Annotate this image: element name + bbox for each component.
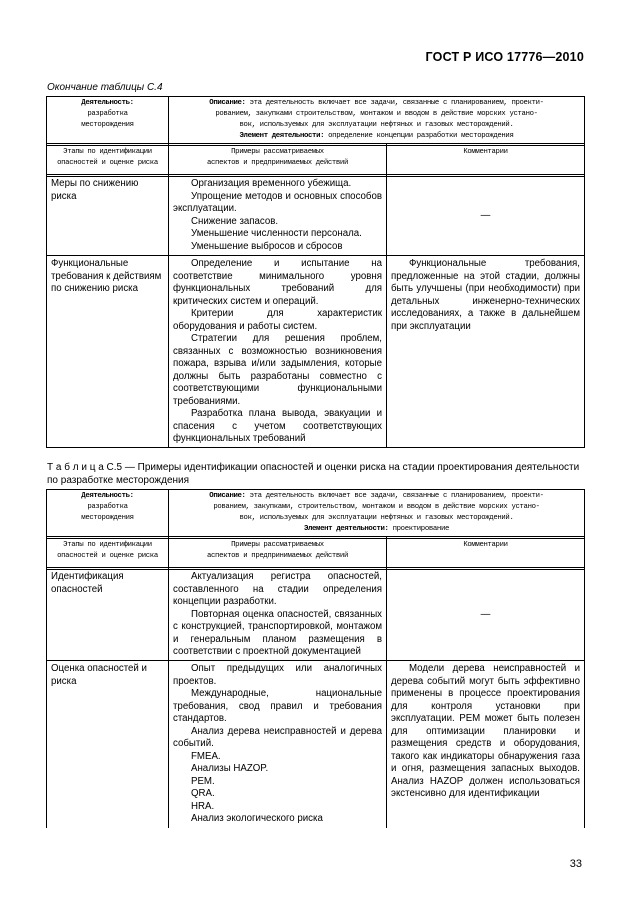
activity-label: Деятельность: xyxy=(81,492,134,500)
column-header-row xyxy=(47,539,585,568)
stage-cell: Меры по снижению риска xyxy=(47,177,169,256)
example-item: Организация временного убежища. xyxy=(191,178,352,189)
description-label: Описание: xyxy=(209,99,246,107)
description-label: Описание: xyxy=(209,492,246,500)
comment-dash: — xyxy=(480,209,491,221)
col-header-stages-line1: Этапы по идентификации xyxy=(63,541,152,549)
activity-header-row xyxy=(47,97,585,144)
element-label: Элемент деятельности: xyxy=(303,525,389,533)
activity-cell xyxy=(47,490,169,537)
col-header-stages xyxy=(47,539,169,568)
col-header-examples xyxy=(169,146,387,175)
comment-cell xyxy=(387,256,585,448)
comment-cell xyxy=(387,177,585,256)
example-item: Разработка плана вывода, эвакуации и спасения с учетом соответствующих функциональных требований xyxy=(173,408,382,444)
table-row xyxy=(47,570,585,661)
description-line3: вок, используемых для эксплуатации нефтяных и газовых месторождений. xyxy=(239,121,514,129)
activity-value-line2: месторождения xyxy=(81,514,134,522)
example-item: Уменьшение численности персонала. xyxy=(191,228,362,239)
col-header-comments: Комментарии xyxy=(387,146,585,175)
element-value: определение концепции разработки месторождения xyxy=(324,132,514,140)
activity-value-line1: разработка xyxy=(87,503,128,511)
comment-cell xyxy=(387,570,585,661)
col-header-comments: Комментарии xyxy=(387,539,585,568)
comment-text: Модели дерева неисправностей и дерева событий могут быть эффективно применены в процессе проектирования для контроля установки при эксплуатации. PEM может быть полезен для оптимизации планировки и размещения средств и оборудования, такого как индикаторы обнаружения газа и огня, размещения запасных выходов. Анализ HAZOP должен использоваться экстенсивно для идентификации xyxy=(391,663,580,799)
examples-cell xyxy=(169,256,387,448)
example-item: Анализ экологического риска xyxy=(191,813,323,824)
example-item: Уменьшение выбросов и сбросов xyxy=(191,240,343,252)
example-item: Определение и испытание на соответствие минимального уровня функциональных требований для критических систем и операций. xyxy=(173,258,382,307)
table-c5-caption: Т а б л и ц а С.5 — Примеры идентификации опасностей и оценки риска на стадии проектирования деятельности по разработке месторождения xyxy=(47,462,580,486)
comment-cell xyxy=(387,661,585,829)
table-c4 xyxy=(46,96,585,448)
description-cell xyxy=(169,97,585,144)
col-header-examples-line1: Примеры рассматриваемых xyxy=(231,541,324,549)
table-row xyxy=(47,661,585,829)
description-line3: вок, используемых для эксплуатации нефтяных и газовых месторождений. xyxy=(239,514,514,522)
col-header-examples xyxy=(169,539,387,568)
comment-dash: — xyxy=(480,608,491,620)
example-item: Опыт предыдущих или аналогичных проектов. xyxy=(173,663,382,687)
activity-value-line2: месторождения xyxy=(81,121,134,129)
example-item: HRA. xyxy=(191,800,215,812)
example-item: Актуализация регистра опасностей, составленного на стадии определения концепции разработки. xyxy=(173,571,382,607)
stage-cell: Функциональные требования к действиям по снижению риска xyxy=(47,256,169,448)
standard-header: ГОСТ Р ИСО 17776—2010 xyxy=(425,50,584,64)
col-header-stages-line2: опасностей и оценке риска xyxy=(57,552,158,560)
element-label: Элемент деятельности: xyxy=(239,132,325,140)
example-item: Снижение запасов. xyxy=(191,215,279,227)
activity-cell xyxy=(47,97,169,144)
description-cell xyxy=(169,490,585,537)
table-c5 xyxy=(46,489,585,828)
description-line2: рованием, закупками строительством, монтажом и вводом в действие морских устано- xyxy=(215,110,538,118)
examples-cell xyxy=(169,661,387,829)
table-row xyxy=(47,256,585,448)
example-item: Повторная оценка опасностей, связанных с конструкцией, транспортировкой, монтажом и генеральным планом размещения в соответствии с проектной документацией xyxy=(173,608,382,657)
page-number: 33 xyxy=(569,858,582,870)
examples-cell xyxy=(169,177,387,256)
example-item: Международные, национальные требования, свод правил и требования стандартов. xyxy=(173,688,382,724)
description-line1: эта деятельность включает все задачи, связанные с планированием, проекти- xyxy=(245,492,544,500)
example-item: FMEA. xyxy=(191,750,221,762)
example-item: QRA. xyxy=(191,788,215,799)
examples-cell xyxy=(169,570,387,661)
stage-cell: Идентификация опасностей xyxy=(47,570,169,661)
example-item: Критерии для характеристик оборудования и работы систем. xyxy=(173,308,382,332)
activity-label: Деятельность: xyxy=(81,99,134,107)
activity-header-row xyxy=(47,490,585,537)
table-row xyxy=(47,177,585,256)
column-header-row xyxy=(47,146,585,175)
col-header-stages-line1: Этапы по идентификации xyxy=(63,148,152,156)
col-header-examples-line2: аспектов и предпринимаемых действий xyxy=(206,552,348,560)
col-header-examples-line2: аспектов и предпринимаемых действий xyxy=(206,159,348,167)
example-item: Анализы HAZOP. xyxy=(191,763,269,774)
example-item: Упрощение методов и основных способов эксплуатации. xyxy=(173,190,382,214)
stage-cell: Оценка опасностей и риска xyxy=(47,661,169,829)
example-item: PEM. xyxy=(191,775,215,787)
col-header-stages-line2: опасностей и оценке риска xyxy=(57,159,158,167)
comment-text: Функциональные требования, предложенные на этой стадии, должны быть улучшены (при необходимости) при детальных инженерно-технических исследованиях, а также в дальнейшем при эксплуатации xyxy=(391,258,580,332)
description-line2: рованием, закупками, строительством, монтажом и вводом в действие морских устано- xyxy=(213,503,540,511)
table-c4-caption: Окончание таблицы С.4 xyxy=(47,82,163,93)
col-header-stages xyxy=(47,146,169,175)
example-item: Стратегии для решения проблем, связанных с возможностью возникновения пожара, взрыва и/или задымления, которые должны быть разработаны совместно с соответствующими функциональными требованиями. xyxy=(173,333,382,407)
col-header-examples-line1: Примеры рассматриваемых xyxy=(231,148,324,156)
example-item: Анализ дерева неисправностей и дерева событий. xyxy=(173,725,382,749)
element-value: проектирование xyxy=(388,525,450,533)
description-line1: эта деятельность включает все задачи, связанные с планированием, проекти- xyxy=(245,99,544,107)
activity-value-line1: разработка xyxy=(87,110,128,118)
